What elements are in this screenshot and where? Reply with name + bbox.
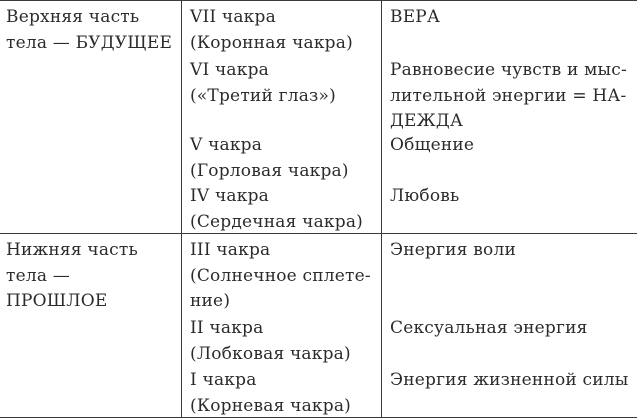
- quality-cell-5: [390, 133, 474, 159]
- chakra-description: (Коронная чакра): [190, 31, 353, 57]
- chakra-description: (Корневая чакра): [190, 394, 351, 419]
- chakra-cell-3: [190, 238, 371, 315]
- chakra-name: V чакра: [190, 133, 349, 159]
- quality-line: ВЕРА: [390, 5, 440, 31]
- quality-cell-6: [390, 58, 627, 135]
- column-divider-2: [381, 1, 382, 417]
- body-part-line: Нижняя часть: [6, 238, 138, 264]
- quality-line: ДЕЖДА: [390, 109, 627, 135]
- chakra-description: (Солнечное сплете-: [190, 264, 371, 290]
- chakra-name: III чакра: [190, 238, 371, 264]
- chakra-description: (Лобковая чакра): [190, 342, 351, 368]
- quality-line: Равновесие чувств и мыс-: [390, 58, 627, 84]
- quality-cell-1: [390, 368, 629, 394]
- chakra-cell-7: [190, 5, 353, 56]
- quality-cell-7: [390, 5, 440, 31]
- body-part-line: тела —: [6, 264, 138, 290]
- quality-cell-3: [390, 238, 516, 264]
- chakra-name: II чакра: [190, 316, 351, 342]
- chakra-name: IV чакра: [190, 184, 363, 210]
- chakra-description: ние): [190, 289, 371, 315]
- quality-line: Энергия воли: [390, 238, 516, 264]
- chakra-cell-6: [190, 58, 336, 109]
- chakra-cell-2: [190, 316, 351, 367]
- chakra-name: I чакра: [190, 368, 351, 394]
- body-part-line: ПРОШЛОЕ: [6, 289, 138, 315]
- chakra-description: («Третий глаз»): [190, 84, 336, 110]
- quality-cell-2: [390, 316, 588, 342]
- quality-cell-4: [390, 184, 459, 210]
- chakra-cell-5: [190, 133, 349, 184]
- column-divider-1: [181, 1, 182, 417]
- chakra-description: (Горловая чакра): [190, 159, 349, 185]
- quality-line: Любовь: [390, 184, 459, 210]
- chakra-cell-1: [190, 368, 351, 419]
- chakra-cell-4: [190, 184, 363, 235]
- chakra-name: VI чакра: [190, 58, 336, 84]
- body-part-cell-lower: [6, 238, 138, 315]
- chakra-description: (Сердечная чакра): [190, 210, 363, 236]
- body-part-cell-upper: [6, 5, 172, 56]
- quality-line: лительной энергии = НА-: [390, 84, 627, 110]
- body-part-line: тела — БУДУЩЕЕ: [6, 31, 172, 57]
- quality-line: Сексуальная энергия: [390, 316, 588, 342]
- quality-line: Энергия жизненной силы: [390, 368, 629, 394]
- chakra-name: VII чакра: [190, 5, 353, 31]
- quality-line: Общение: [390, 133, 474, 159]
- body-part-line: Верхняя часть: [6, 5, 172, 31]
